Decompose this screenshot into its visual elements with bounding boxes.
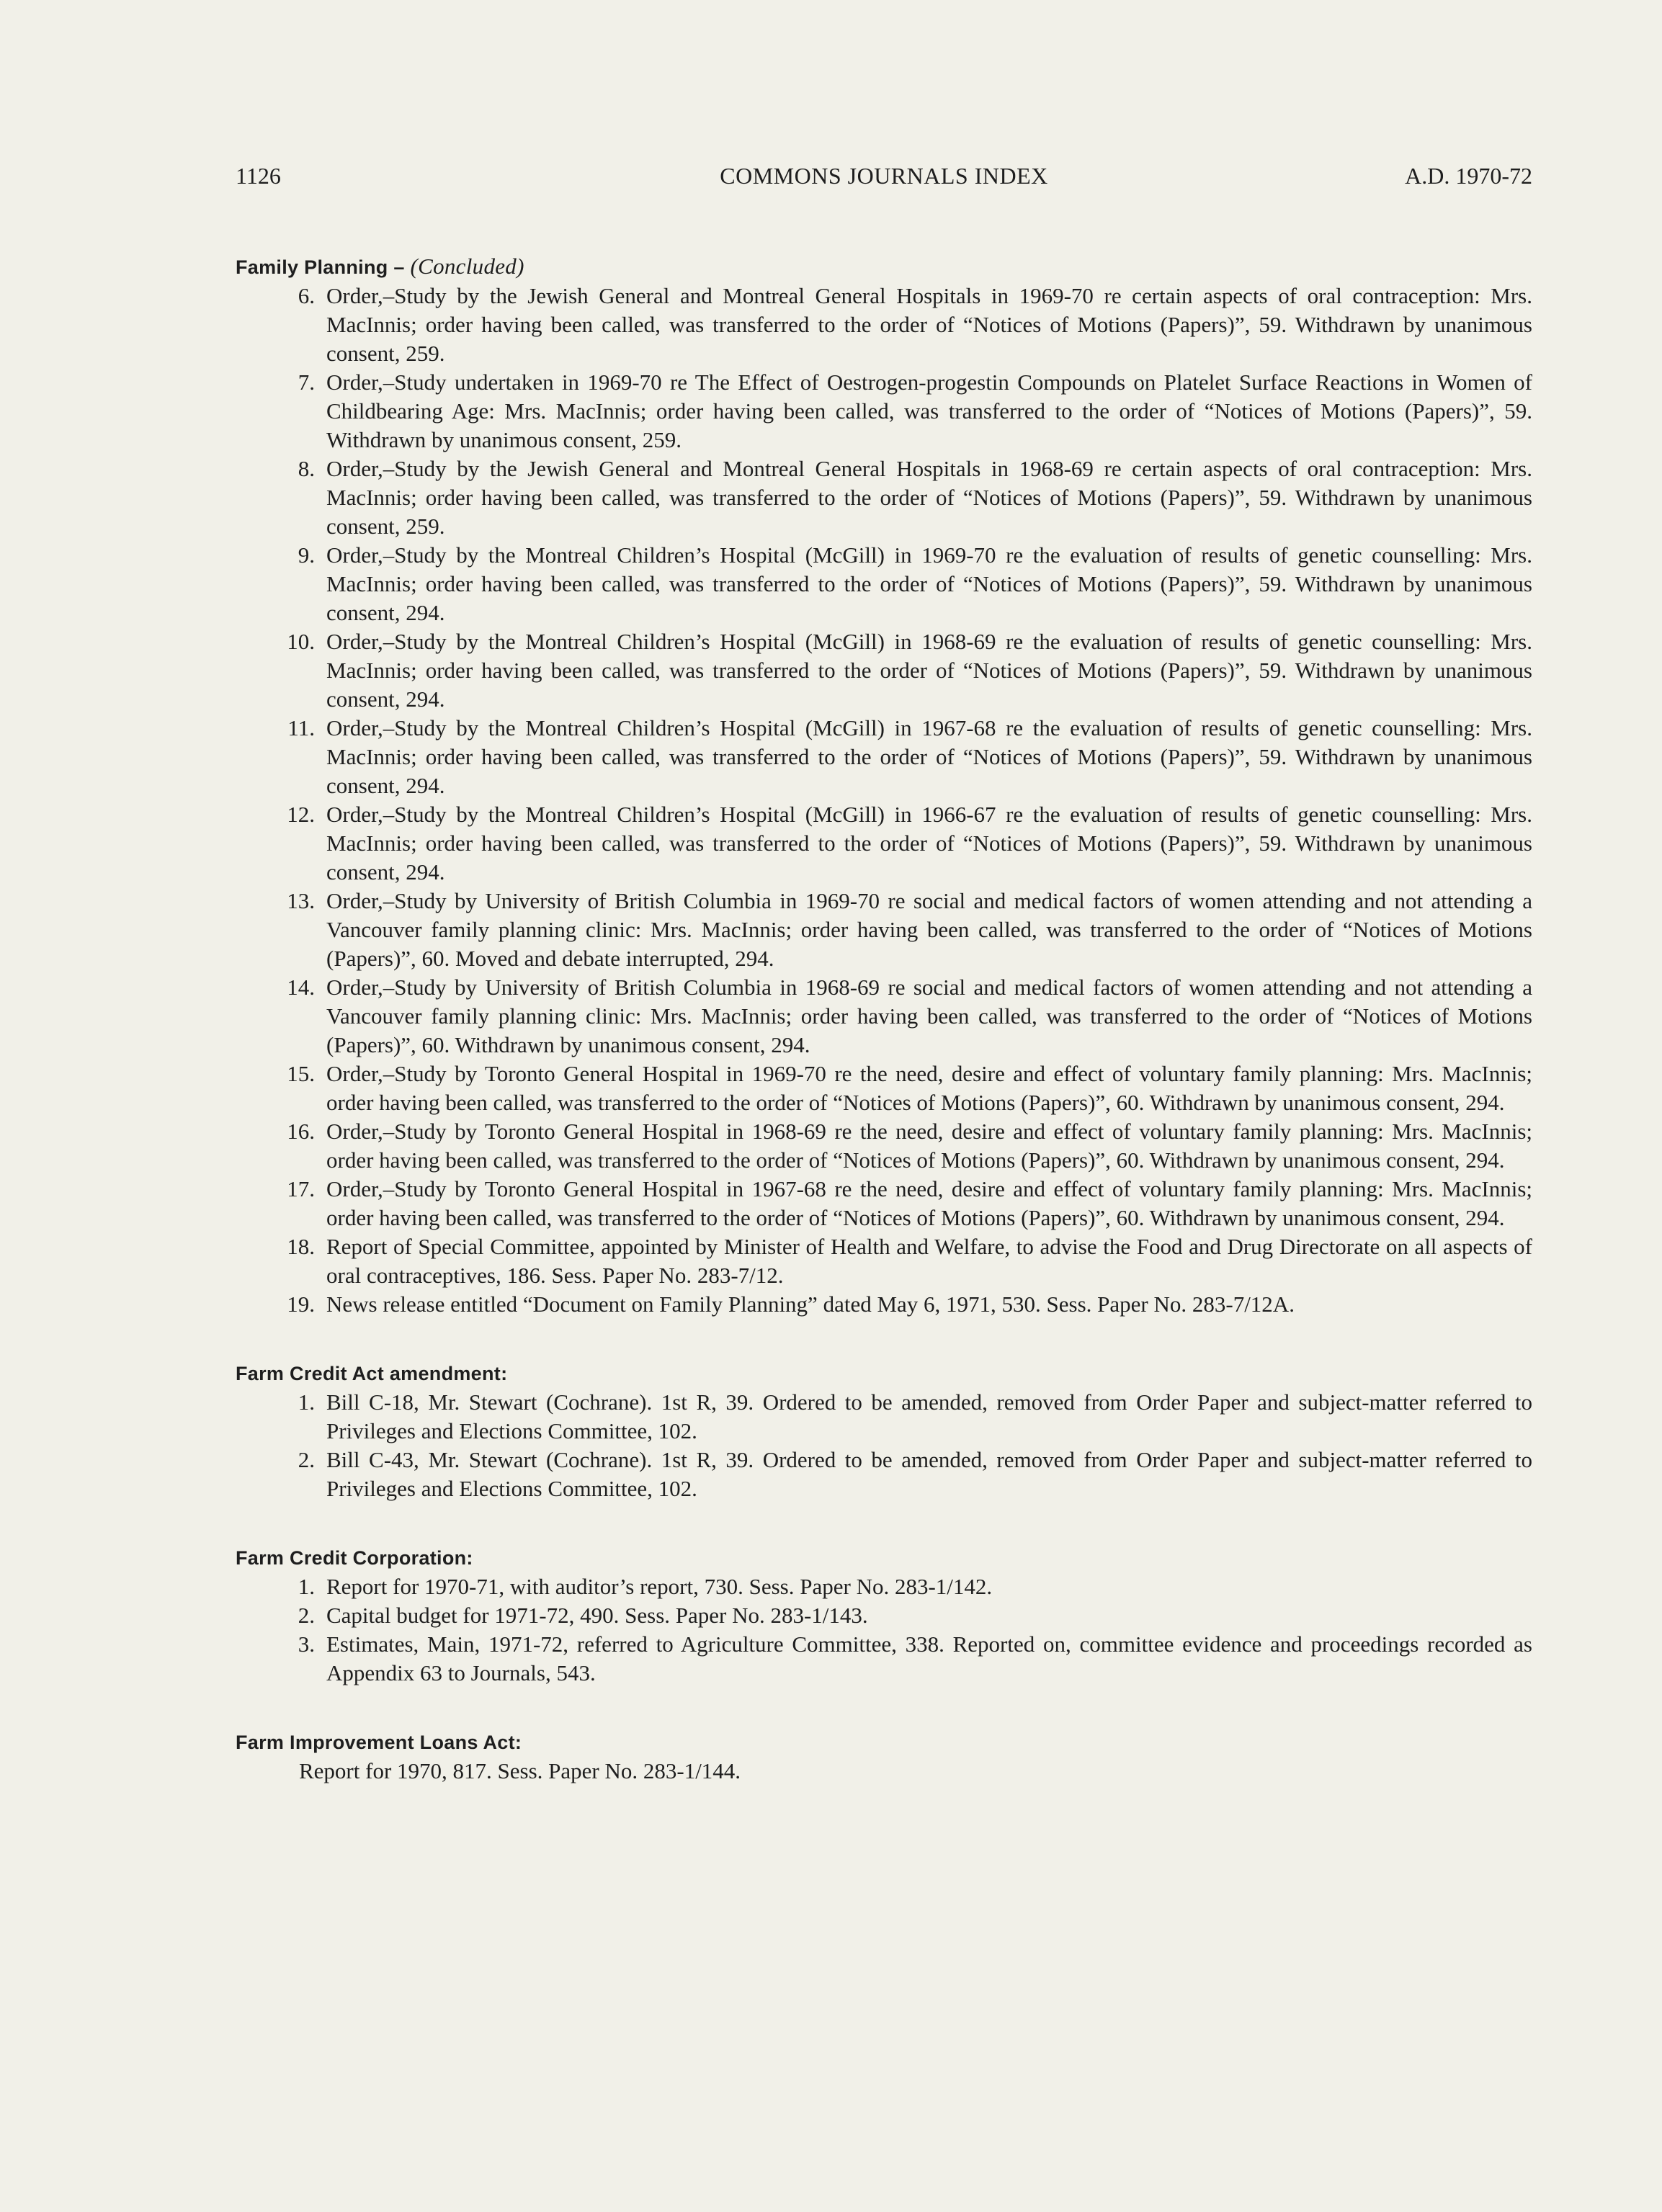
entry-number: 13. [287,888,315,913]
entry-number: 16. [287,1119,315,1144]
entry-number: 19. [287,1291,315,1317]
list-item [236,1290,1532,1319]
section-farm-credit-act-amendment [236,1359,1532,1503]
page-period: A.D. 1970-72 [1405,163,1532,189]
entry-text: Order,–Study by the Montreal Children’s Hospital (McGill) in 1968-69 re the evaluation of results of genetic counselling: Mrs. MacInnis; order having been called, was transferred to the order of “Notices of Motions (Papers)”, 59. Withdrawn by unanimous consent, 294. [326,629,1532,712]
section-farm-improvement-loans-act [236,1728,1532,1786]
entry-list [236,1388,1532,1503]
entry-text: Bill C-18, Mr. Stewart (Cochrane). 1st R, 39. Ordered to be amended, removed from Order Paper and subject-matter referred to Privileges and Elections Committee, 102. [326,1389,1532,1443]
list-item [236,627,1532,714]
section-heading [236,252,1532,282]
list-item [236,282,1532,368]
list-item [236,1630,1532,1688]
list-item [236,368,1532,455]
index-content [236,252,1532,1826]
entry-number: 18. [287,1234,315,1259]
list-item [236,1601,1532,1630]
list-item [236,1175,1532,1232]
heading-suffix: (Concluded) [410,254,524,279]
list-item [236,1572,1532,1601]
list-item [236,541,1532,627]
entry-number: 2. [298,1447,315,1472]
entry-text: Order,–Study by the Montreal Children’s Hospital (McGill) in 1966-67 re the evaluation of results of genetic counselling: Mrs. MacInnis; order having been called, was transferred to the order of “Notices of Motions (Papers)”, 59. Withdrawn by unanimous consent, 294. [326,802,1532,885]
list-item [236,455,1532,541]
entry-text: Report for 1970, 817. Sess. Paper No. 283-1/144. [299,1758,741,1783]
running-title: COMMONS JOURNALS INDEX [720,163,1048,189]
entry-text: News release entitled “Document on Family Planning” dated May 6, 1971, 530. Sess. Paper No. 283-7/12A. [326,1291,1295,1317]
entry-text: Order,–Study by the Montreal Children’s Hospital (McGill) in 1967-68 re the evaluation of results of genetic counselling: Mrs. MacInnis; order having been called, was transferred to the order of “Notices of Motions (Papers)”, 59. Withdrawn by unanimous consent, 294. [326,715,1532,798]
entry-number: 7. [298,370,315,395]
heading-text: Family Planning – [236,256,405,278]
entry-number: 8. [298,456,315,481]
entry-number: 10. [287,629,315,654]
entry-text: Order,–Study by University of British Columbia in 1968-69 re social and medical factors of women attending and not attending a Vancouver family planning clinic: Mrs. MacInnis; order having been called, was transferred to the order of “Notices of Motions (Papers)”, 60. Withdrawn by unanimous consent, 294. [326,975,1532,1057]
page-header [236,160,1532,192]
section-farm-credit-corporation [236,1544,1532,1688]
entry-number: 6. [298,283,315,308]
entry-list [236,282,1532,1319]
entry-text: Capital budget for 1971-72, 490. Sess. Paper No. 283-1/143. [326,1603,868,1628]
entry-number: 15. [287,1061,315,1086]
entry-text: Report of Special Committee, appointed by Minister of Health and Welfare, to advise the Food and Drug Directorate on all aspects of oral contraceptives, 186. Sess. Paper No. 283-7/12. [326,1234,1532,1288]
entry-number: 11. [287,715,315,740]
entry-text: Order,–Study by the Montreal Children’s Hospital (McGill) in 1969-70 re the evaluation of results of genetic counselling: Mrs. MacInnis; order having been called, was transferred to the order of “Notices of Motions (Papers)”, 59. Withdrawn by unanimous consent, 294. [326,542,1532,625]
entry-text: Report for 1970-71, with auditor’s report, 730. Sess. Paper No. 283-1/142. [326,1574,993,1599]
list-item [236,800,1532,887]
section-heading: Farm Credit Act amendment: [236,1363,508,1384]
entry-number: 12. [287,802,315,827]
list-item [236,973,1532,1060]
entry-number: 14. [287,975,315,1000]
list-item [236,1388,1532,1446]
entry-number: 3. [298,1631,315,1657]
list-item [236,887,1532,973]
list-item [236,1446,1532,1503]
entry-text: Order,–Study by University of British Columbia in 1969-70 re social and medical factors of women attending and not attending a Vancouver family planning clinic: Mrs. MacInnis; order having been called, was transferred to the order of “Notices of Motions (Papers)”, 60. Moved and debate interrupted, 294. [326,888,1532,971]
section-heading: Farm Improvement Loans Act: [236,1732,522,1753]
entry-list [236,1572,1532,1688]
list-item [236,714,1532,800]
list-item [236,1232,1532,1290]
entry-text: Order,–Study undertaken in 1969-70 re The Effect of Oestrogen-progestin Compounds on Platelet Surface Reactions in Women of Childbearing Age: Mrs. MacInnis; order having been called, was transferred to the order of “Notices of Motions (Papers)”, 59. Withdrawn by unanimous consent, 259. [326,370,1532,452]
section-heading: Farm Credit Corporation: [236,1547,473,1569]
entry-text: Bill C-43, Mr. Stewart (Cochrane). 1st R, 39. Ordered to be amended, removed from Order Paper and subject-matter referred to Privileges and Elections Committee, 102. [326,1447,1532,1501]
entry-text: Order,–Study by Toronto General Hospital in 1969-70 re the need, desire and effect of voluntary family planning: Mrs. MacInnis; order having been called, was transferred to the order of “Notices of Motions (Papers)”, 60. Withdrawn by unanimous consent, 294. [326,1061,1532,1115]
entry-number: 2. [298,1603,315,1628]
entry-number: 1. [298,1389,315,1415]
entry-text: Order,–Study by Toronto General Hospital in 1967-68 re the need, desire and effect of voluntary family planning: Mrs. MacInnis; order having been called, was transferred to the order of “Notices of Motions (Papers)”, 60. Withdrawn by unanimous consent, 294. [326,1176,1532,1230]
page-number: 1126 [236,163,281,189]
entry-text: Order,–Study by the Jewish General and Montreal General Hospitals in 1968-69 re certain aspects of oral contraception: Mrs. MacInnis; order having been called, was transferred to the order of “Notices of Motions (Papers)”, 59. Withdrawn by unanimous consent, 259. [326,456,1532,539]
entry-text: Order,–Study by Toronto General Hospital in 1968-69 re the need, desire and effect of voluntary family planning: Mrs. MacInnis; order having been called, was transferred to the order of “Notices of Motions (Papers)”, 60. Withdrawn by unanimous consent, 294. [326,1119,1532,1173]
entry-number: 9. [298,542,315,568]
entry-text: Estimates, Main, 1971-72, referred to Agriculture Committee, 338. Reported on, committee evidence and proceedings recorded as Appendix 63 to Journals, 543. [326,1631,1532,1685]
list-item [236,1060,1532,1117]
section-family-planning [236,252,1532,1319]
entry-number: 17. [287,1176,315,1201]
entry-text: Order,–Study by the Jewish General and Montreal General Hospitals in 1969-70 re certain aspects of oral contraception: Mrs. MacInnis; order having been called, was transferred to the order of “Notices of Motions (Papers)”, 59. Withdrawn by unanimous consent, 259. [326,283,1532,366]
list-item [236,1117,1532,1175]
entry-number: 1. [298,1574,315,1599]
